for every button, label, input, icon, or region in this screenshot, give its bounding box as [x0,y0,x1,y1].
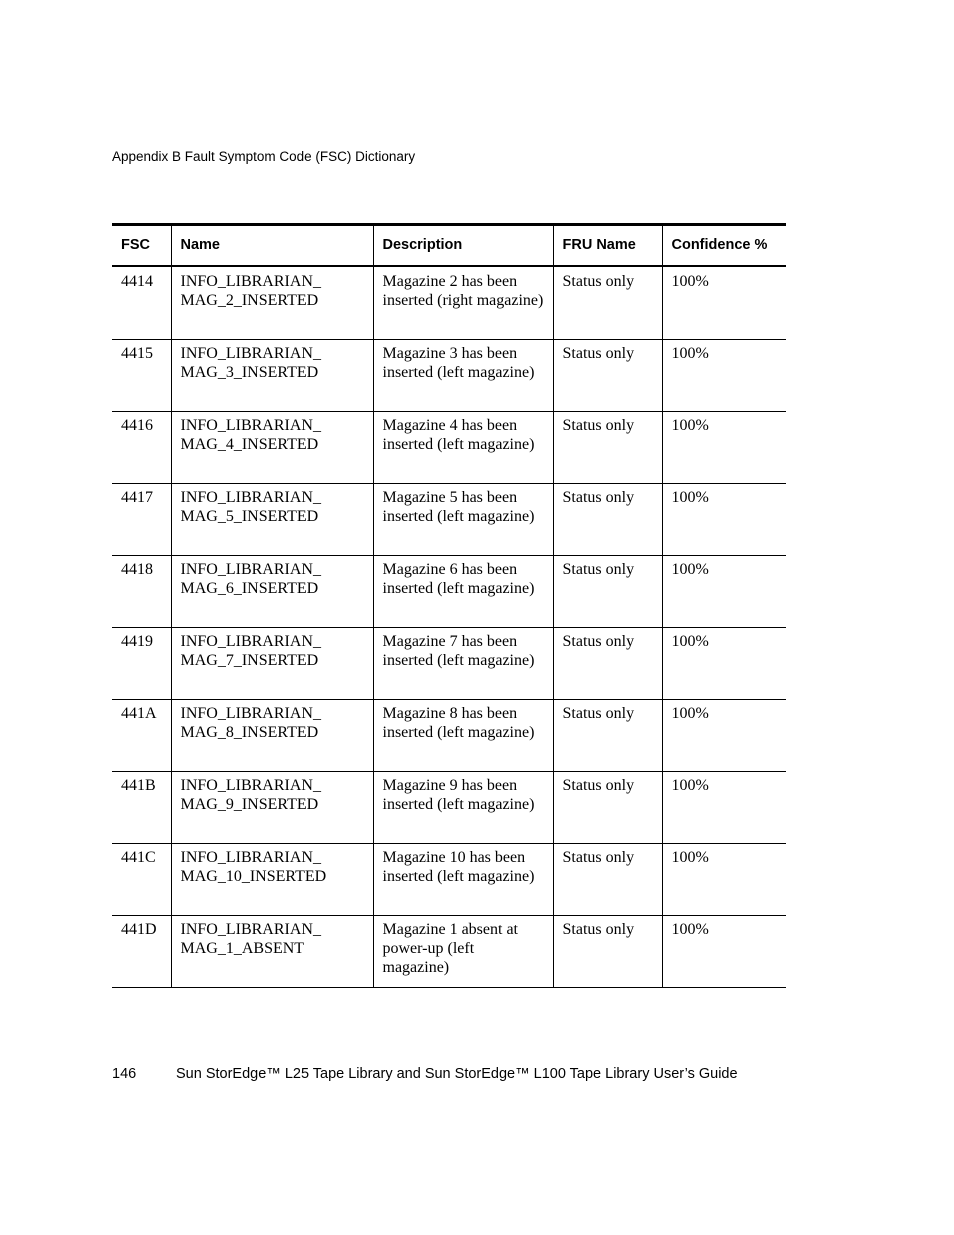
fsc-cell: 441A [112,699,171,771]
table-row [112,699,786,771]
fsc-cell: 441B [112,771,171,843]
description-cell: Magazine 2 has been inserted (right magazine) [373,266,553,340]
name-line: MAG_10_INSERTED [180,867,327,885]
confidence-cell: 100% [662,627,786,699]
name-line: MAG_4_INSERTED [180,435,319,453]
name-line: INFO_LIBRARIAN_ [180,272,321,290]
description-cell: Magazine 10 has been inserted (left magazine) [373,843,553,915]
name-line: INFO_LIBRARIAN_ [180,560,321,578]
confidence-cell: 100% [662,915,786,987]
name-cell [171,339,373,411]
description-cell: Magazine 5 has been inserted (left magazine) [373,483,553,555]
name-line: MAG_3_INSERTED [180,363,319,381]
table-row [112,771,786,843]
column-header-fru-name: FRU Name [553,225,662,266]
table-row [112,555,786,627]
description-cell: Magazine 9 has been inserted (left magazine) [373,771,553,843]
book-title: Sun StorEdge™ L25 Tape Library and Sun StorEdge™ L100 Tape Library User’s Guide [176,1066,738,1082]
fsc-cell: 4414 [112,266,171,340]
fsc-cell: 4416 [112,411,171,483]
fsc-cell: 4418 [112,555,171,627]
table-row [112,411,786,483]
running-header: Appendix B Fault Symptom Code (FSC) Dictionary [112,149,416,164]
fsc-table [112,223,786,988]
column-header-fsc: FSC [112,225,171,266]
fru-name-cell: Status only [553,339,662,411]
confidence-cell: 100% [662,771,786,843]
fsc-cell: 4415 [112,339,171,411]
table-row [112,843,786,915]
description-cell: Magazine 1 absent at power-up (left magazine) [373,915,553,987]
fru-name-cell: Status only [553,555,662,627]
name-line: INFO_LIBRARIAN_ [180,632,321,650]
confidence-cell: 100% [662,843,786,915]
name-line: MAG_2_INSERTED [180,291,319,309]
confidence-cell: 100% [662,555,786,627]
confidence-cell: 100% [662,411,786,483]
description-cell: Magazine 7 has been inserted (left magazine) [373,627,553,699]
name-line: INFO_LIBRARIAN_ [180,776,321,794]
fru-name-cell: Status only [553,915,662,987]
table-row [112,627,786,699]
column-header-name: Name [171,225,373,266]
name-line: INFO_LIBRARIAN_ [180,848,321,866]
fru-name-cell: Status only [553,699,662,771]
fru-name-cell: Status only [553,627,662,699]
name-line: MAG_8_INSERTED [180,723,319,741]
confidence-cell: 100% [662,483,786,555]
running-footer [112,1066,738,1082]
description-cell: Magazine 3 has been inserted (left magazine) [373,339,553,411]
column-header-confidence: Confidence % [662,225,786,266]
name-line: MAG_7_INSERTED [180,651,319,669]
name-line: MAG_1_ABSENT [180,939,305,957]
name-cell [171,483,373,555]
table-row [112,339,786,411]
fru-name-cell: Status only [553,266,662,340]
name-line: INFO_LIBRARIAN_ [180,704,321,722]
name-cell [171,699,373,771]
name-line: MAG_5_INSERTED [180,507,319,525]
name-cell [171,411,373,483]
fsc-cell: 4419 [112,627,171,699]
name-cell [171,915,373,987]
description-cell: Magazine 8 has been inserted (left magazine) [373,699,553,771]
description-cell: Magazine 4 has been inserted (left magazine) [373,411,553,483]
name-line: INFO_LIBRARIAN_ [180,344,321,362]
fsc-cell: 4417 [112,483,171,555]
name-line: INFO_LIBRARIAN_ [180,920,321,938]
fru-name-cell: Status only [553,771,662,843]
table-row [112,266,786,340]
name-cell [171,627,373,699]
fsc-cell: 441D [112,915,171,987]
fru-name-cell: Status only [553,411,662,483]
fru-name-cell: Status only [553,483,662,555]
confidence-cell: 100% [662,339,786,411]
confidence-cell: 100% [662,699,786,771]
name-cell [171,266,373,340]
name-line: INFO_LIBRARIAN_ [180,416,321,434]
name-line: MAG_9_INSERTED [180,795,319,813]
description-cell: Magazine 6 has been inserted (left magazine) [373,555,553,627]
fru-name-cell: Status only [553,843,662,915]
table-header-row [112,225,786,266]
name-cell [171,555,373,627]
name-line: MAG_6_INSERTED [180,579,319,597]
page-number: 146 [112,1066,137,1082]
name-cell [171,843,373,915]
confidence-cell: 100% [662,266,786,340]
table-row [112,915,786,987]
name-line: INFO_LIBRARIAN_ [180,488,321,506]
fsc-cell: 441C [112,843,171,915]
table-row [112,483,786,555]
name-cell [171,771,373,843]
column-header-description: Description [373,225,553,266]
